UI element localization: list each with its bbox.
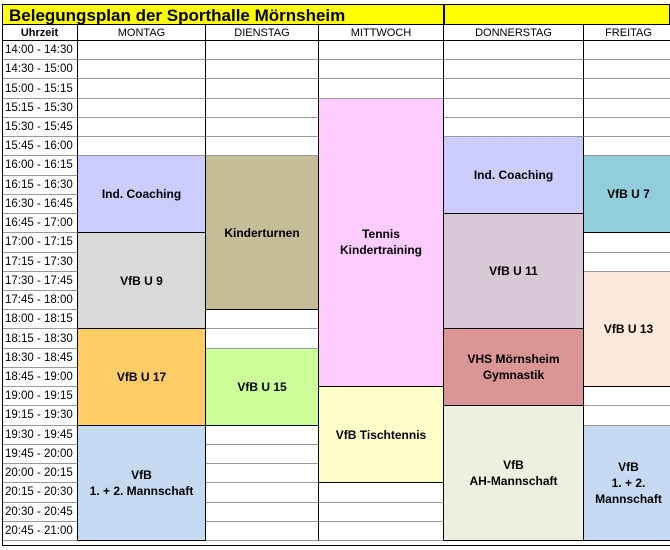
time-slot: 17:45 - 18:00	[2, 291, 78, 310]
empty-slot	[584, 406, 670, 425]
empty-slot	[319, 483, 444, 502]
empty-slot	[444, 118, 584, 137]
booking-block: VfB AH-Mannschaft	[444, 406, 584, 541]
booking-block: VfB U 17	[78, 329, 206, 425]
empty-slot	[206, 137, 319, 156]
time-slot: 16:45 - 17:00	[2, 214, 78, 233]
empty-slot	[206, 445, 319, 464]
time-slot: 19:30 - 19:45	[2, 426, 78, 445]
empty-slot	[78, 60, 206, 79]
time-slot: 15:45 - 16:00	[2, 137, 78, 156]
title-bar	[2, 4, 444, 25]
time-slot: 14:30 - 15:00	[2, 60, 78, 79]
time-slot: 16:00 - 16:15	[2, 156, 78, 175]
empty-slot	[206, 118, 319, 137]
time-slot: 16:15 - 16:30	[2, 176, 78, 195]
booking-block: VHS Mörnsheim Gymnastik	[444, 329, 584, 406]
booking-block: VfB 1. + 2. Mannschaft	[78, 426, 206, 541]
time-slot: 16:30 - 16:45	[2, 195, 78, 214]
booking-block: Kinderturnen	[206, 156, 319, 310]
empty-slot	[78, 99, 206, 118]
empty-slot	[584, 387, 670, 406]
time-slot: 15:30 - 15:45	[2, 118, 78, 137]
booking-block: VfB 1. + 2. Mannschaft	[584, 426, 670, 541]
time-slot: 18:45 - 19:00	[2, 368, 78, 387]
empty-slot	[584, 60, 670, 79]
time-slot: 18:30 - 18:45	[2, 349, 78, 368]
empty-slot	[206, 522, 319, 541]
empty-slot	[78, 41, 206, 60]
booking-block: VfB U 13	[584, 272, 670, 387]
time-slot: 20:30 - 20:45	[2, 503, 78, 522]
booking-block: VfB U 15	[206, 349, 319, 426]
time-slot: 17:15 - 17:30	[2, 253, 78, 272]
empty-slot	[319, 522, 444, 541]
time-slot: 20:15 - 20:30	[2, 483, 78, 502]
header-monday: MONTAG	[78, 25, 206, 41]
header-tuesday: DIENSTAG	[206, 25, 319, 41]
booking-block: Tennis Kindertraining	[319, 99, 444, 387]
booking-block: VfB U 7	[584, 156, 670, 233]
empty-slot	[206, 464, 319, 483]
empty-slot	[444, 79, 584, 98]
empty-slot	[78, 137, 206, 156]
header-time: Uhrzeit	[2, 25, 78, 41]
empty-slot	[584, 79, 670, 98]
empty-slot	[319, 503, 444, 522]
booking-block: VfB U 11	[444, 214, 584, 329]
empty-slot	[319, 79, 444, 98]
empty-slot	[206, 310, 319, 329]
empty-slot	[206, 79, 319, 98]
time-slot: 19:00 - 19:15	[2, 387, 78, 406]
header-thursday: DONNERSTAG	[444, 25, 584, 41]
empty-slot	[444, 99, 584, 118]
empty-slot	[206, 60, 319, 79]
time-slot: 15:15 - 15:30	[2, 99, 78, 118]
empty-slot	[584, 253, 670, 272]
empty-slot	[206, 426, 319, 445]
time-slot: 15:00 - 15:15	[2, 79, 78, 98]
time-slot: 19:45 - 20:00	[2, 445, 78, 464]
empty-slot	[584, 233, 670, 252]
time-slot: 20:45 - 21:00	[2, 522, 78, 541]
empty-slot	[584, 41, 670, 60]
empty-slot	[584, 99, 670, 118]
booking-block: VfB U 9	[78, 233, 206, 329]
time-slot: 18:15 - 18:30	[2, 329, 78, 348]
empty-slot	[584, 118, 670, 137]
time-slot: 20:00 - 20:15	[2, 464, 78, 483]
empty-slot	[584, 137, 670, 156]
empty-slot	[206, 41, 319, 60]
empty-slot	[444, 60, 584, 79]
header-wednesday: MITTWOCH	[319, 25, 444, 41]
time-slot: 18:00 - 18:15	[2, 310, 78, 329]
header-friday: FREITAG	[584, 25, 670, 41]
time-slot: 17:00 - 17:15	[2, 233, 78, 252]
page-title: Belegungsplan der Sporthalle Mörnsheim	[9, 6, 346, 25]
empty-slot	[78, 79, 206, 98]
empty-slot	[206, 99, 319, 118]
empty-slot	[319, 41, 444, 60]
empty-slot	[206, 483, 319, 502]
booking-block: VfB Tischtennis	[319, 387, 444, 483]
title-bar-extension	[444, 4, 670, 25]
time-slot: 17:30 - 17:45	[2, 272, 78, 291]
empty-slot	[206, 329, 319, 348]
time-slot: 14:00 - 14:30	[2, 41, 78, 60]
time-slot: 19:15 - 19:30	[2, 406, 78, 425]
booking-block: Ind. Coaching	[78, 156, 206, 233]
empty-slot	[78, 118, 206, 137]
booking-block: Ind. Coaching	[444, 137, 584, 214]
empty-slot	[319, 60, 444, 79]
empty-slot	[206, 503, 319, 522]
empty-slot	[444, 41, 584, 60]
